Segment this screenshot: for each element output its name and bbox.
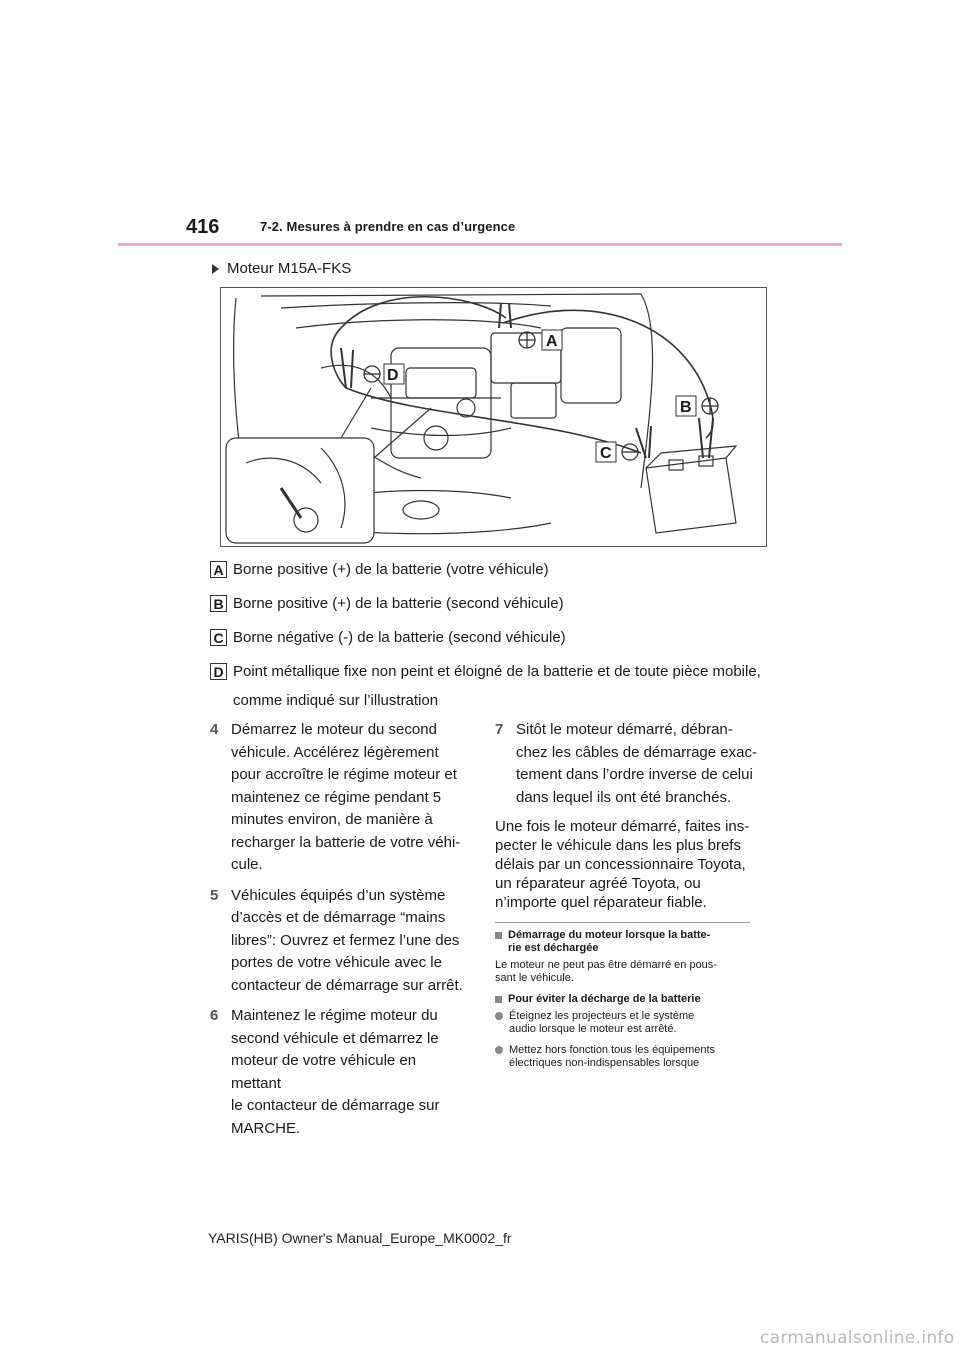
note-bullet-item (495, 1044, 760, 1070)
note-heading-prevent-discharge (495, 993, 760, 1006)
note-text (495, 959, 760, 985)
engine-illustration (220, 287, 767, 547)
step-line: pour accroître le régime moteur et (231, 766, 457, 783)
step-line: Véhicules équipés d’un système (231, 886, 446, 904)
left-column (210, 719, 470, 1148)
step-number: 5 (210, 886, 219, 904)
square-bullet-icon (495, 932, 502, 939)
section-title: 7-2. Mesures à prendre en cas d’urgence (260, 219, 516, 234)
step-line: MARCHE. (231, 1119, 301, 1137)
legend-text: Borne positive (+) de la batterie (votre véhicule) (233, 561, 549, 578)
page-number: 416 (186, 216, 220, 238)
legend-item-a (210, 561, 549, 578)
subheading (212, 260, 351, 277)
note-line: Le moteur ne peut pas être démarré en pous- (495, 959, 717, 971)
detail-inset (226, 438, 374, 543)
footer-manual-title: YARIS(HB) Owner's Manual_Europe_MK0002_fr (208, 1230, 512, 1246)
step-line: recharger la batterie de votre véhi- (231, 833, 461, 851)
step-number: 6 (210, 1007, 219, 1024)
second-battery (646, 458, 736, 533)
step-line: Maintenez le régime moteur du (231, 1007, 438, 1024)
note-heading-line: rie est déchargée (508, 942, 599, 954)
triangle-bullet-icon (212, 264, 219, 274)
circle-bullet-icon (495, 1012, 503, 1020)
step-line: contacteur de démarrage sur arrêt. (231, 976, 463, 994)
paragraph-line: un réparateur agréé Toyota, ou (495, 875, 701, 892)
bullet-line: Mettez hors fonction tous les équipements (509, 1044, 716, 1056)
note-bullet-item (495, 1010, 760, 1036)
note-heading-line: Pour éviter la décharge de la batterie (508, 993, 701, 1005)
step-line: Démarrez le moteur du second (231, 721, 437, 738)
paragraph-line: pecter le véhicule dans les plus brefs (495, 837, 741, 854)
legend-text: Borne négative (-) de la batterie (second véhicule) (233, 629, 566, 646)
legend-text-continued: comme indiqué sur l’illustration (233, 692, 439, 709)
step-number: 4 (210, 721, 219, 738)
step-line: libres”: Ouvrez et fermez l’une des (231, 931, 460, 949)
callout-c: C (600, 445, 612, 462)
callout-b: B (680, 399, 692, 416)
watermark: carmanualsonline.info (760, 1328, 955, 1348)
subheading-text: Moteur M15A-FKS (227, 260, 352, 277)
step-line: dans lequel ils ont été branchés. (516, 788, 732, 806)
legend-letter: A (210, 561, 227, 578)
step-line: véhicule. Accélérez légèrement (231, 743, 439, 761)
jumper-cable-negative (331, 297, 506, 388)
step-line: d’accès et de démarrage “mains (231, 909, 446, 926)
square-bullet-icon (495, 996, 502, 1003)
header-rule (118, 243, 842, 246)
right-column (495, 719, 760, 1078)
paragraph-line: délais par un concessionnaire Toyota, (495, 856, 746, 873)
legend-letter: C (210, 629, 227, 646)
legend-letter: D (210, 663, 227, 680)
step-number: 7 (495, 721, 504, 738)
circle-bullet-icon (495, 1046, 503, 1054)
note-line: sant le véhicule. (495, 972, 574, 984)
legend-item-b (210, 595, 564, 612)
bullet-line: électriques non-indispensables lorsque (509, 1057, 700, 1069)
bullet-line: audio lorsque le moteur est arrêté. (509, 1023, 677, 1035)
step-line: Sitôt le moteur démarré, débran- (516, 721, 733, 738)
step-line: minutes environ, de manière à (231, 811, 433, 828)
step-line: le contacteur de démarrage sur (231, 1097, 440, 1114)
step-line: second véhicule et démarrez le (231, 1029, 439, 1047)
legend-text: Point métallique fixe non peint et éloigné de la batterie et de toute pièce mobile, (233, 663, 761, 680)
legend-item-c (210, 629, 566, 646)
legend-text: Borne positive (+) de la batterie (second véhicule) (233, 595, 564, 612)
engine-bay-drawing (221, 288, 766, 546)
after-start-paragraph (495, 817, 760, 912)
callout-d: D (387, 367, 399, 384)
jumper-cable-positive (503, 310, 713, 438)
paragraph-line: n’importe quel réparateur fiable. (495, 894, 707, 911)
step-7 (495, 719, 760, 809)
legend-letter: B (210, 595, 227, 612)
step-4 (210, 719, 470, 877)
step-6 (210, 1005, 470, 1140)
callout-a: A (546, 333, 558, 350)
step-line: moteur de votre véhicule en mettant (231, 1052, 417, 1092)
legend-item-d (210, 663, 761, 680)
step-line: tement dans l’ordre inverse de celui (516, 766, 753, 783)
step-5 (210, 885, 470, 998)
step-line: portes de votre véhicule avec le (231, 954, 442, 971)
step-line: cule. (231, 856, 263, 873)
step-line: chez les câbles de démarrage exac- (516, 743, 757, 761)
notes-divider (495, 922, 750, 923)
note-heading-discharged-battery (495, 929, 760, 955)
note-heading-line: Démarrage du moteur lorsque la batte- (508, 929, 711, 941)
step-line: maintenez ce régime pendant 5 (231, 788, 442, 806)
paragraph-line: Une fois le moteur démarré, faites ins- (495, 818, 750, 835)
bullet-line: Éteignez les projecteurs et le système (509, 1010, 695, 1022)
